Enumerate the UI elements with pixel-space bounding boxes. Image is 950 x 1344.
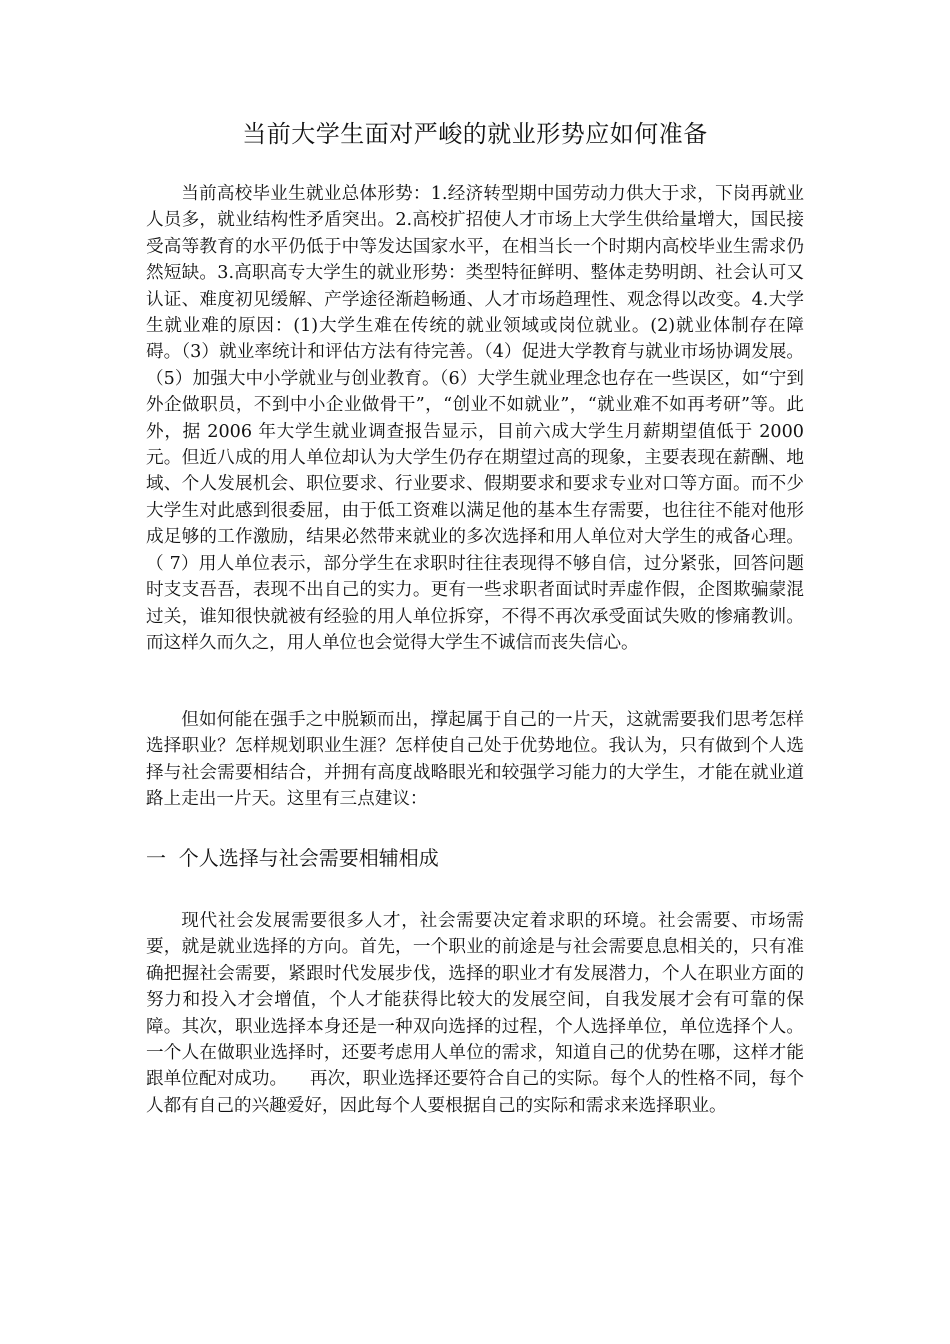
- paragraph-employment-situation: 当前高校毕业生就业总体形势：1.经济转型期中国劳动力供大于求，下岗再就业人员多，就业结构性矛盾突出。2.高校扩招使人才市场上大学生供给量增大，国民接受高等教育的水平仍低于中等发达国家水平，在相当长一个时期内高校毕业生需求仍然短缺。3.高职高专大学生的就业形势：类型特征鲜明、整体走势明朗、社会认可又认证、难度初见缓解、产学途径渐趋畅通、人才市场趋理性、观念得以改变。4.大学生就业难的原因：(1)大学生难在传统的就业领域或岗位就业。(2)就业体制存在障碍。（3）就业率统计和评估方法有待完善。（4）促进大学教育与就业市场协调发展。（5）加强大中小学就业与创业教育。（6）大学生就业理念也存在一些误区，如“宁到外企做职员，不到中小企业做骨干”，“创业不如就业”，“就业难不如再考研”等。此外，据 2006 年大学生就业调查报告显示，目前六成大学生月薪期望值低于 2000 元。但近八成的用人单位却认为大学生仍存在期望过高的现象，主要表现在薪酬、地域、个人发展机会、职位要求、行业要求、假期要求和要求专业对口等方面。而不少大学生对此感到很委屈，由于低工资难以满足他的基本生存需要，也往往不能对他形成足够的工作激励，结果必然带来就业的多次选择和用人单位对大学生的戒备心理。（ 7）用人单位表示，部分学生在求职时往往表现得不够自信，过分紧张，回答问题时支支吾吾，表现不出自己的实力。更有一些求职者面试时弄虚作假，企图欺骗蒙混过关，谁知很快就被有经验的用人单位拆穿，不得不再次承受面试失败的惨痛教训。而这样久而久之，用人单位也会觉得大学生不诚信而丧失信心。: [146, 184, 804, 653]
- section-heading: 一 个人选择与社会需要相辅相成: [146, 846, 439, 870]
- document-title: 当前大学生面对严峻的就业形势应如何准备: [242, 120, 708, 148]
- section-paragraph: 现代社会发展需要很多人才，社会需要决定着求职的环境。社会需要、市场需要，就是就业选择的方向。首先，一个职业的前途是与社会需要息息相关的，只有准确把握社会需要，紧跟时代发展步伐，选择的职业才有发展潜力，个人在职业方面的努力和投入才会增值，个人才能获得比较大的发展空间，自我发展才会有可靠的保障。其次，职业选择本身还是一种双向选择的过程，个人选择单位，单位选择个人。一个人在做职业选择时，还要考虑用人单位的需求，知道自己的优势在哪，这样才能跟单位配对成功。 再次，职业选择还要符合自己的实际。每个人的性格不同，每个人都有自己的兴趣爱好，因此每个人要根据自己的实际和需求来选择职业。: [146, 911, 804, 1116]
- paragraph-how-to-stand-out: 但如何能在强手之中脱颖而出，撑起属于自己的一片天，这就需要我们思考怎样选择职业？怎样规划职业生涯？怎样使自己处于优势地位。我认为，只有做到个人选择与社会需要相结合，并拥有高度战略眼光和较强学习能力的大学生，才能在就业道路上走出一片天。这里有三点建议：: [146, 710, 804, 810]
